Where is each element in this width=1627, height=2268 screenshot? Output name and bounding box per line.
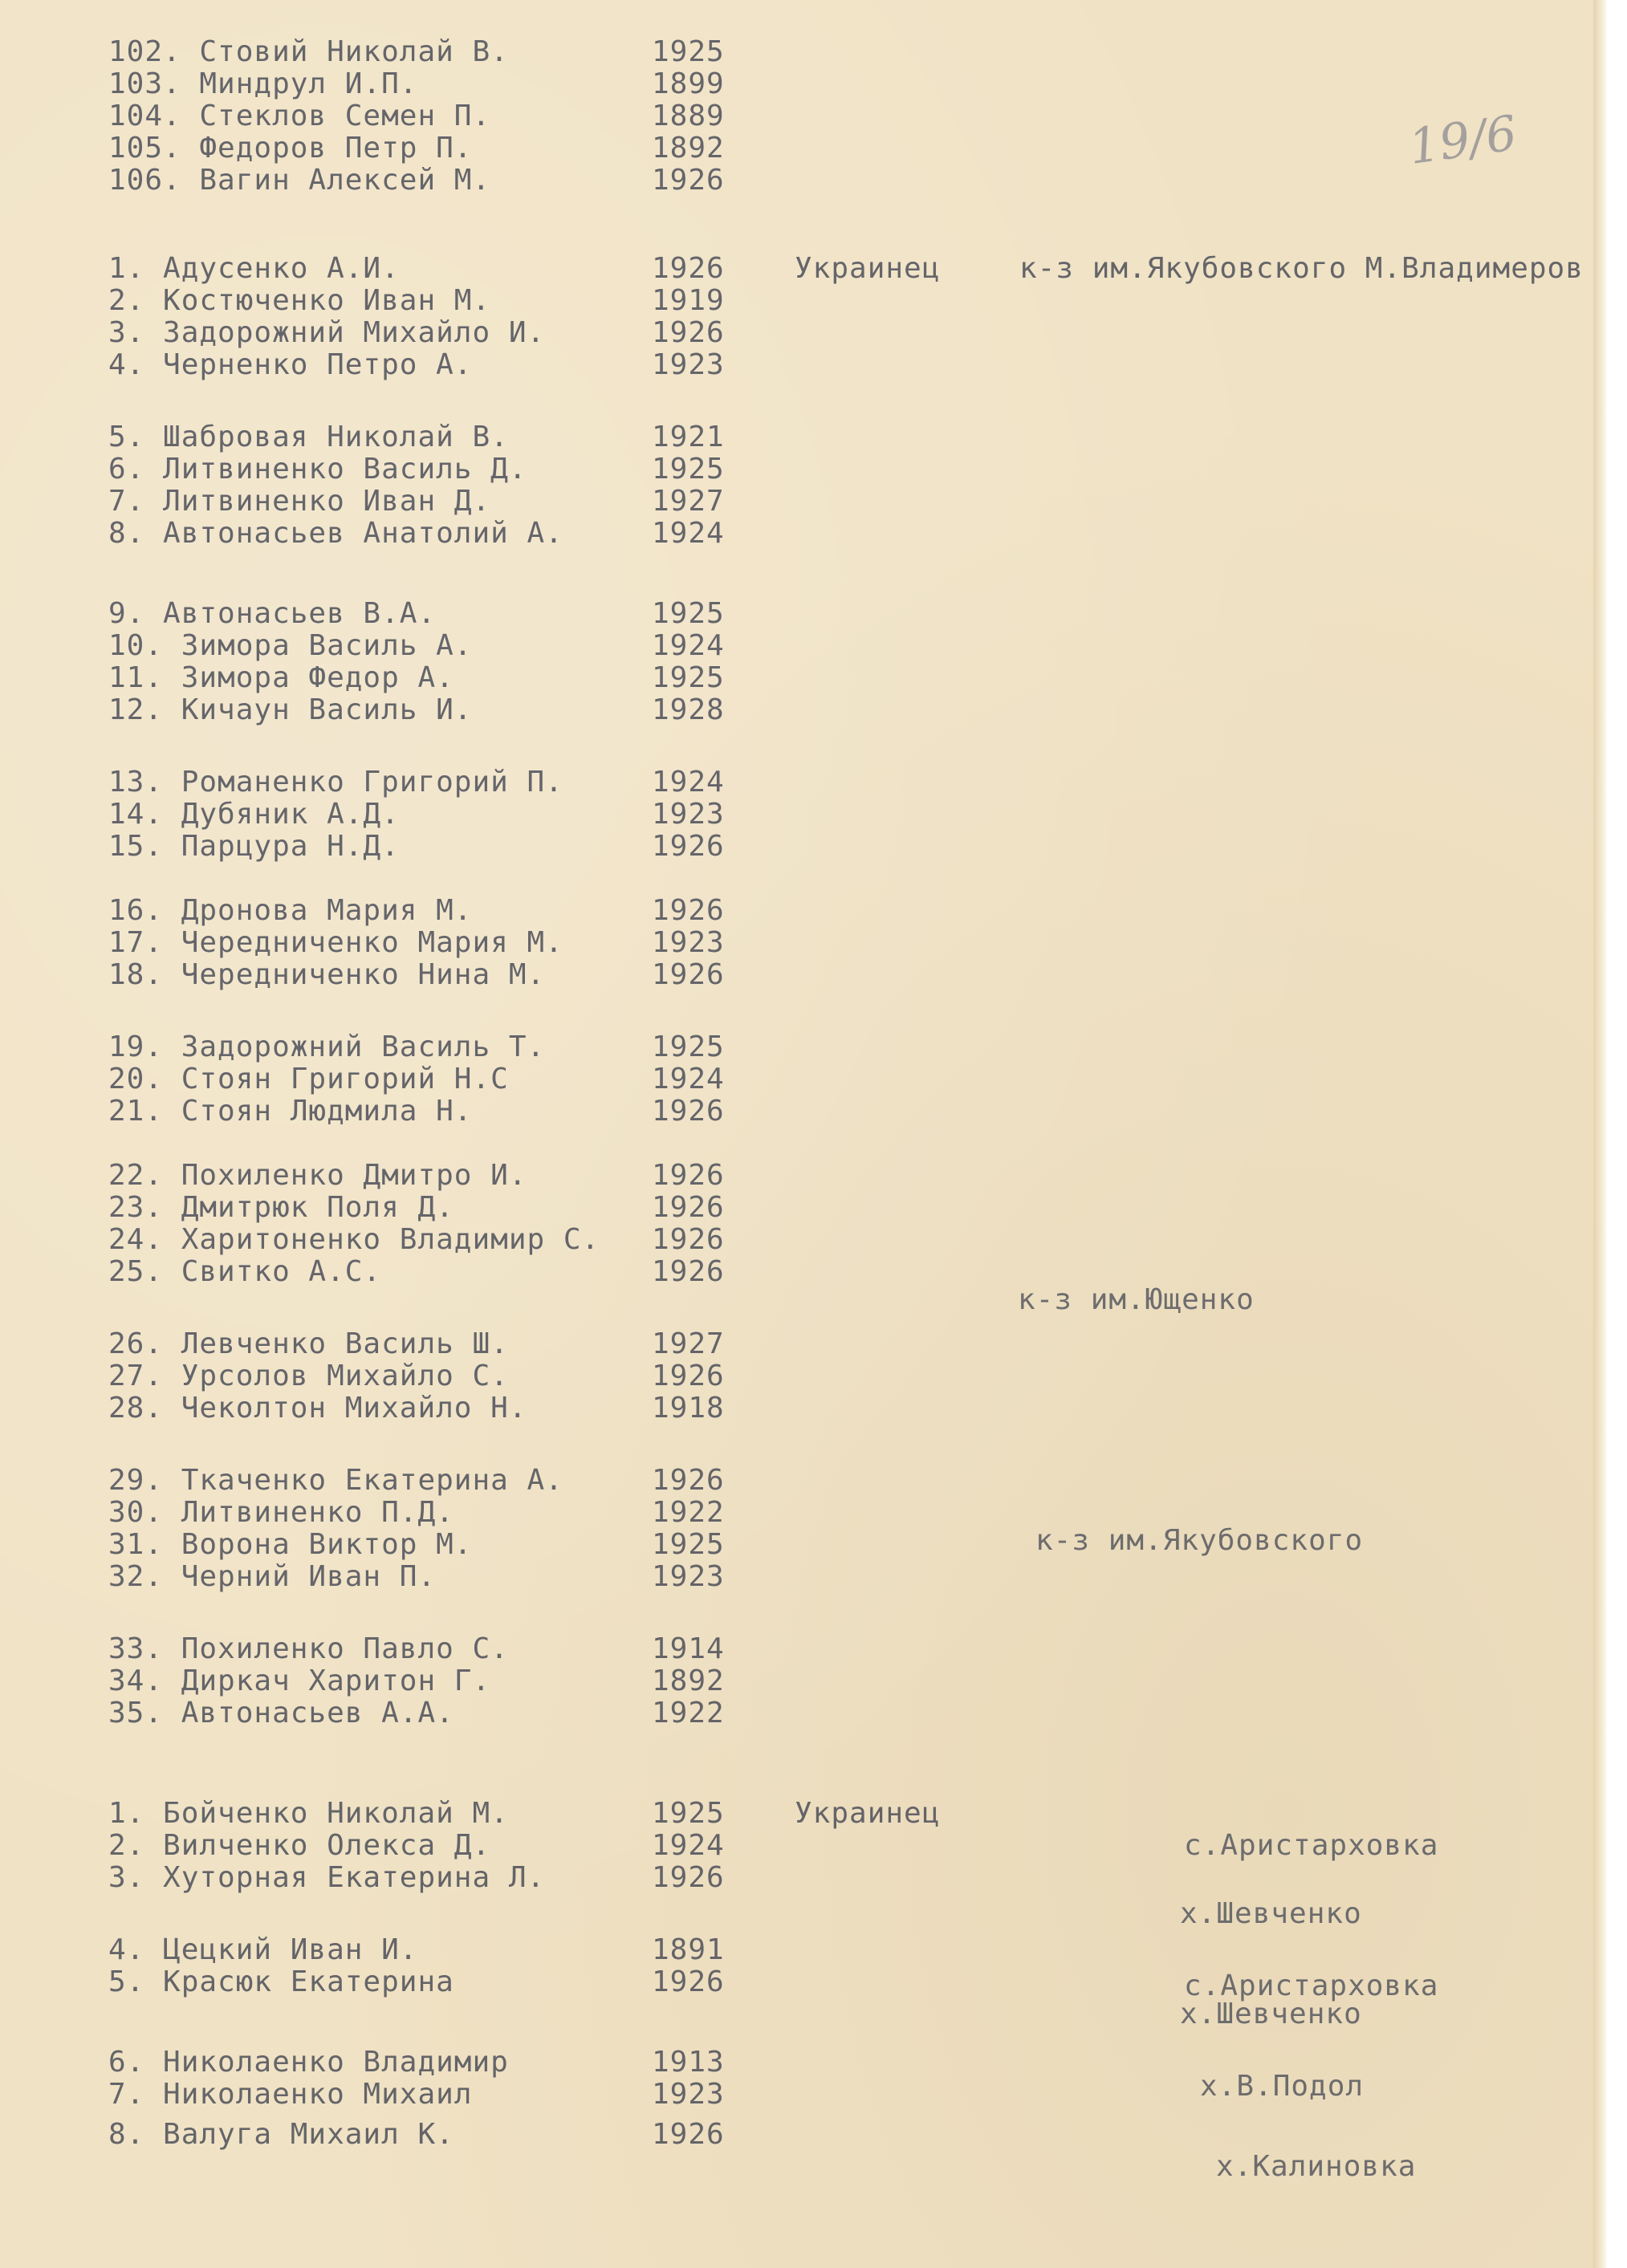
birth-year: 1918: [652, 1392, 725, 1425]
person-name: 35. Автонасьев А.А.: [108, 1697, 454, 1729]
person-name: 102. Стовий Николай В.: [108, 35, 509, 68]
person-row: [0, 1934, 1597, 1966]
birth-year: 1926: [652, 958, 725, 991]
nationality: Украинец: [795, 252, 941, 285]
person-row: [0, 1633, 1597, 1665]
person-row: [0, 959, 1597, 991]
birth-year: 1892: [652, 1664, 725, 1697]
person-row: [0, 253, 1597, 285]
person-name: 19. Задорожний Василь Т.: [108, 1030, 546, 1063]
person-name: 21. Стоян Людмила Н.: [108, 1095, 473, 1128]
birth-year: 1925: [652, 453, 725, 486]
birth-year: 1914: [652, 1632, 725, 1665]
birth-year: 1919: [652, 284, 725, 317]
birth-year: 1926: [652, 316, 725, 349]
person-row: [0, 1328, 1597, 1360]
person-row: [0, 766, 1597, 799]
person-name: 25. Свитко А.С.: [108, 1255, 382, 1288]
person-name: 104. Стеклов Семен П.: [108, 100, 491, 132]
person-row: [0, 100, 1597, 132]
person-name: 103. Миндрул И.П.: [108, 67, 418, 100]
person-row: [0, 831, 1597, 863]
birth-year: 1926: [652, 1464, 725, 1497]
person-row: [0, 518, 1597, 550]
page-number-handwritten: 19/6: [1405, 104, 1520, 177]
birth-year: 1924: [652, 629, 725, 662]
person-name: 23. Дмитрюк Поля Д.: [108, 1191, 454, 1224]
person-row: [0, 927, 1597, 959]
person-name: 5. Шабровая Николай В.: [108, 421, 509, 453]
person-name: 6. Литвиненко Василь Д.: [108, 453, 527, 486]
location-kolkhoz-yushchenko: к-з им.Ющенко: [1018, 1283, 1255, 1316]
person-name: 12. Кичаун Василь И.: [108, 693, 473, 726]
person-name: 2. Вилченко Олекса Д.: [108, 1829, 491, 1862]
birth-year: 1921: [652, 421, 725, 453]
birth-year: 1923: [652, 798, 725, 831]
birth-year: 1925: [652, 1797, 725, 1830]
person-name: 10. Зимора Василь А.: [108, 629, 473, 662]
person-row: [0, 1862, 1597, 1894]
person-row: [0, 1561, 1597, 1593]
person-row: [0, 453, 1597, 486]
person-name: 29. Ткаченко Екатерина А.: [108, 1464, 563, 1497]
person-row: [0, 1224, 1597, 1256]
person-row: [0, 598, 1597, 630]
birth-year: 1926: [652, 1223, 725, 1256]
person-name: 31. Ворона Виктор М.: [108, 1528, 473, 1561]
birth-year: 1927: [652, 1327, 725, 1360]
person-name: 14. Дубяник А.Д.: [108, 798, 400, 831]
person-row: [0, 486, 1597, 518]
birth-year: 1926: [652, 252, 725, 285]
person-name: 27. Урсолов Михайло С.: [108, 1360, 509, 1392]
location-kolkhoz-yakubovsky: к-з им.Якубовского: [1035, 1524, 1364, 1557]
person-row: [0, 285, 1597, 317]
person-row: [0, 662, 1597, 694]
person-name: 13. Романенко Григорий П.: [108, 766, 563, 799]
birth-year: 1923: [652, 348, 725, 381]
person-name: 3. Задорожний Михайло И.: [108, 316, 546, 349]
person-row: [0, 895, 1597, 927]
person-name: 33. Похиленко Павло С.: [108, 1632, 509, 1665]
person-row: [0, 1665, 1597, 1697]
location-aristarkhovka: с.Аристарховка: [1184, 1829, 1439, 1862]
person-name: 1. Адусенко А.И.: [108, 252, 400, 285]
birth-year: 1926: [652, 1095, 725, 1128]
person-name: 7. Литвиненко Иван Д.: [108, 485, 491, 518]
person-row: [0, 68, 1597, 100]
person-row: [0, 1063, 1597, 1095]
person-name: 9. Автонасьев В.А.: [108, 597, 437, 630]
birth-year: 1922: [652, 1697, 725, 1729]
location-kalinovka: х.Калиновка: [1216, 2150, 1417, 2183]
person-row: [0, 1095, 1597, 1128]
person-name: 28. Чеколтон Михайло Н.: [108, 1392, 527, 1425]
person-name: 4. Цецкий Иван И.: [108, 1933, 418, 1966]
birth-year: 1925: [652, 1030, 725, 1063]
person-name: 20. Стоян Григорий Н.С: [108, 1063, 509, 1095]
place-of-residence: к-з им.Якубовского М.Владимеров: [1019, 252, 1584, 285]
person-name: 16. Дронова Мария М.: [108, 894, 473, 927]
person-name: 34. Диркач Харитон Г.: [108, 1664, 491, 1697]
person-name: 4. Черненко Петро А.: [108, 348, 473, 381]
birth-year: 1926: [652, 1861, 725, 1894]
birth-year: 1923: [652, 2078, 725, 2111]
birth-year: 1924: [652, 1063, 725, 1095]
location-aristarkhovka: с.Аристарховка: [1184, 1969, 1439, 2002]
birth-year: 1925: [652, 661, 725, 694]
birth-year: 1925: [652, 597, 725, 630]
birth-year: 1924: [652, 517, 725, 550]
birth-year: 1922: [652, 1496, 725, 1529]
person-row: [0, 349, 1597, 381]
person-row: [0, 317, 1597, 349]
person-row: [0, 1392, 1597, 1425]
person-row: [0, 1465, 1597, 1497]
person-row: [0, 165, 1597, 197]
birth-year: 1928: [652, 693, 725, 726]
nationality: Украинец: [795, 1797, 941, 1830]
person-name: 17. Чередниченко Мария М.: [108, 926, 563, 959]
birth-year: 1926: [652, 1159, 725, 1192]
person-name: 11. Зимора Федор А.: [108, 661, 454, 694]
person-row: [0, 630, 1597, 662]
birth-year: 1924: [652, 1829, 725, 1862]
birth-year: 1923: [652, 926, 725, 959]
person-name: 15. Парцура Н.Д.: [108, 830, 400, 863]
person-row: [0, 799, 1597, 831]
person-row: [0, 132, 1597, 165]
person-row: [0, 36, 1597, 68]
person-row: [0, 2119, 1597, 2151]
person-row: [0, 1031, 1597, 1063]
location-v-podol: х.В.Подол: [1200, 2070, 1365, 2103]
location-shevchenko: х.Шевченко: [1180, 1897, 1362, 1930]
person-name: 32. Черний Иван П.: [108, 1560, 437, 1593]
birth-year: 1926: [652, 2118, 725, 2151]
person-name: 3. Хуторная Екатерина Л.: [108, 1861, 546, 1894]
person-name: 26. Левченко Василь Ш.: [108, 1327, 509, 1360]
birth-year: 1926: [652, 894, 725, 927]
birth-year: 1926: [652, 830, 725, 863]
birth-year: 1925: [652, 1528, 725, 1561]
location-shevchenko: х.Шевченко: [1180, 1998, 1362, 2030]
person-name: 2. Костюченко Иван М.: [108, 284, 491, 317]
birth-year: 1926: [652, 164, 725, 197]
birth-year: 1899: [652, 67, 725, 100]
birth-year: 1892: [652, 132, 725, 165]
person-name: 22. Похиленко Дмитро И.: [108, 1159, 527, 1192]
person-name: 8. Автонасьев Анатолий А.: [108, 517, 563, 550]
person-name: 105. Федоров Петр П.: [108, 132, 473, 165]
person-name: 8. Валуга Михаил К.: [108, 2118, 454, 2151]
birth-year: 1927: [652, 485, 725, 518]
birth-year: 1926: [652, 1255, 725, 1288]
birth-year: 1923: [652, 1560, 725, 1593]
person-name: 30. Литвиненко П.Д.: [108, 1496, 454, 1529]
person-row: [0, 694, 1597, 726]
birth-year: 1925: [652, 35, 725, 68]
birth-year: 1889: [652, 100, 725, 132]
person-row: [0, 421, 1597, 453]
birth-year: 1926: [652, 1965, 725, 1998]
person-name: 6. Николаенко Владимир: [108, 2046, 509, 2079]
birth-year: 1926: [652, 1191, 725, 1224]
birth-year: 1926: [652, 1360, 725, 1392]
person-name: 106. Вагин Алексей М.: [108, 164, 491, 197]
person-row: [0, 1798, 1597, 1830]
birth-year: 1924: [652, 766, 725, 799]
person-name: 18. Чередниченко Нина М.: [108, 958, 546, 991]
person-name: 1. Бойченко Николай М.: [108, 1797, 509, 1830]
person-row: [0, 1160, 1597, 1192]
birth-year: 1913: [652, 2046, 725, 2079]
person-row: [0, 1256, 1597, 1288]
birth-year: 1891: [652, 1933, 725, 1966]
person-row: [0, 1192, 1597, 1224]
person-name: 24. Харитоненко Владимир С.: [108, 1223, 600, 1256]
person-name: 5. Красюк Екатерина: [108, 1965, 454, 1998]
person-row: [0, 1360, 1597, 1392]
person-row: [0, 1697, 1597, 1729]
person-name: 7. Николаенко Михаил: [108, 2078, 473, 2111]
